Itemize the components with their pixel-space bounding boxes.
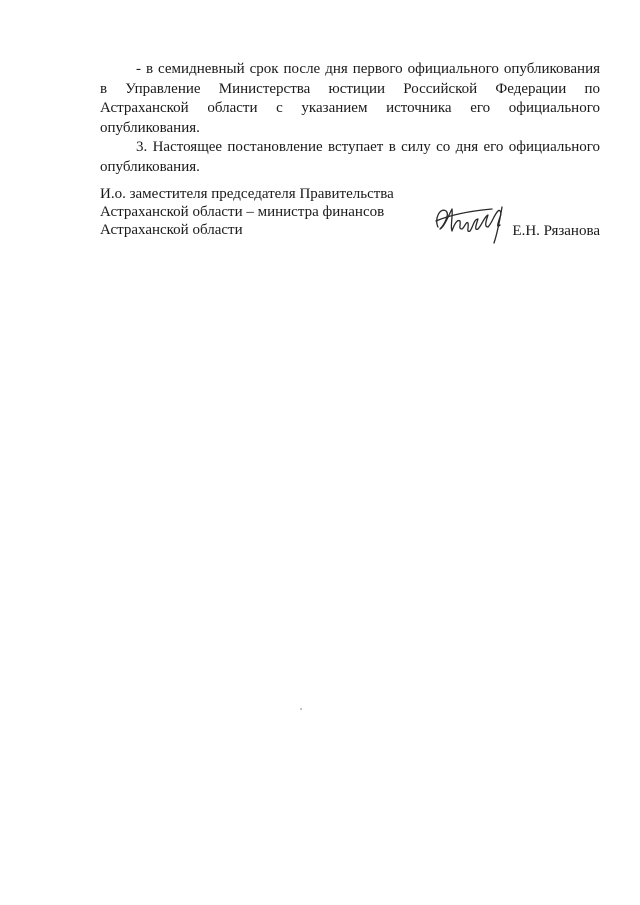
- handwritten-signature-icon: [430, 197, 520, 247]
- signatory-title-line: Астраханской области – министра финансов: [100, 204, 385, 220]
- paragraph-publication-term: - в семидневный срок после дня первого официального опубликования в Управление Министерства юстиции Российской Федерации по Астраханской области с указанием источника его официального опубликования.: [100, 61, 600, 136]
- paragraph-entry-into-force: 3. Настоящее постановление вступает в силу со дня его официального опубликования.: [100, 139, 600, 175]
- signatory-title: [100, 185, 420, 239]
- document-body: [100, 60, 600, 177]
- signature-block: [100, 185, 600, 255]
- signatory-title-line: И.о. заместителя председателя Правительства: [100, 186, 394, 202]
- signatory-title-line: Астраханской области: [100, 222, 243, 238]
- signatory-name: Е.Н. Рязанова: [512, 223, 600, 239]
- scan-speck: [300, 708, 302, 710]
